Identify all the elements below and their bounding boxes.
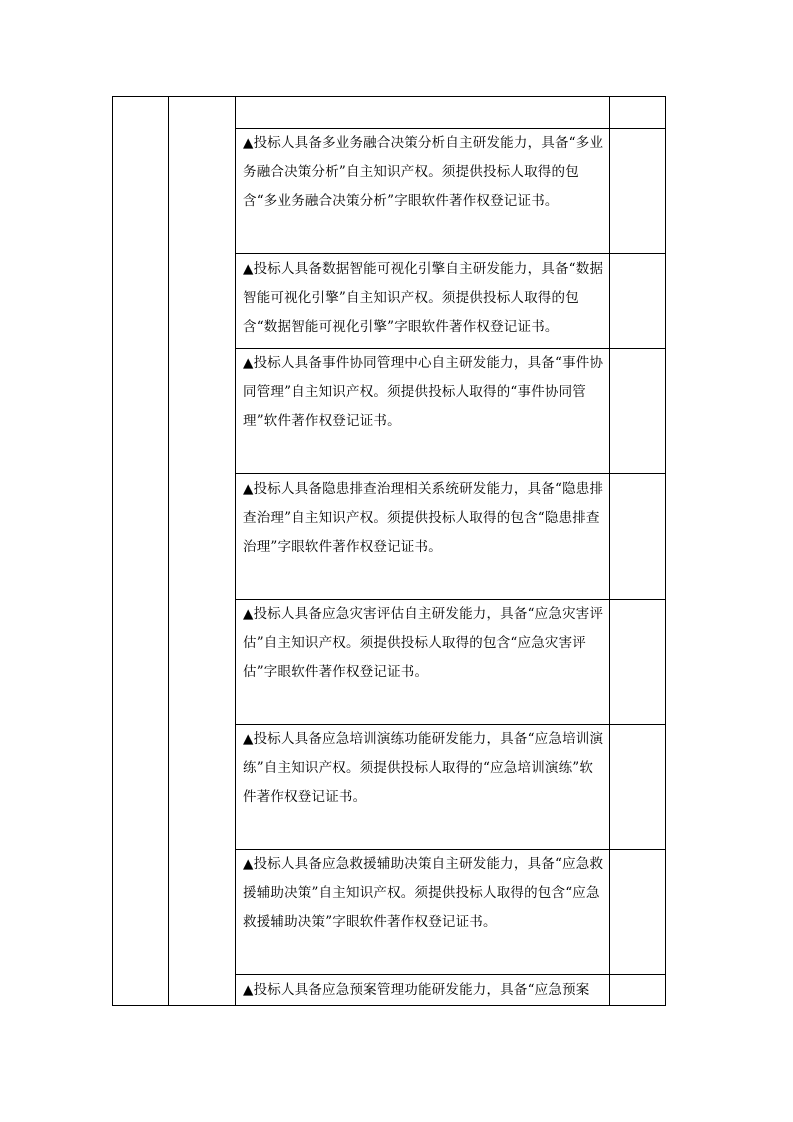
requirement-cell-1: ▲投标人具备多业务融合决策分析自主研发能力，具备“多业务融合决策分析”自主知识产权。须提供投标人取得的包含“多业务融合决策分析”字眼软件著作权登记证书。 — [243, 135, 604, 209]
table-bottom-border — [112, 1005, 666, 1006]
row-separator — [235, 974, 666, 975]
column-divider-2 — [235, 96, 236, 1006]
requirement-cell-5: ▲投标人具备应急灾害评估自主研发能力，具备“应急灾害评估”自主知识产权。须提供投标人取得的包含“应急灾害评估”字眼软件著作权登记证书。 — [243, 606, 604, 680]
requirement-cell-7: ▲投标人具备应急救援辅助决策自主研发能力，具备“应急救援辅助决策”自主知识产权。须提供投标人取得的包含“应急救援辅助决策”字眼软件著作权登记证书。 — [243, 856, 604, 930]
requirement-cell-2: ▲投标人具备数据智能可视化引擎自主研发能力，具备“数据智能可视化引擎”自主知识产权。须提供投标人取得的包含“数据智能可视化引擎”字眼软件著作权登记证书。 — [243, 261, 604, 335]
table-right-border — [665, 96, 666, 1006]
requirement-cell-6: ▲投标人具备应急培训演练功能研发能力，具备“应急培训演练”自主知识产权。须提供投标人取得的“应急培训演练”软件著作权登记证书。 — [243, 731, 604, 805]
row-separator — [235, 253, 666, 254]
column-divider-1 — [168, 96, 169, 1006]
requirement-cell-3: ▲投标人具备事件协同管理中心自主研发能力，具备“事件协同管理”自主知识产权。须提供投标人取得的“事件协同管理”软件著作权登记证书。 — [243, 355, 604, 429]
column-divider-3 — [609, 96, 610, 1006]
row-separator — [235, 473, 666, 474]
table-left-border — [112, 96, 113, 1006]
table-top-border — [112, 96, 666, 97]
requirement-cell-4: ▲投标人具备隐患排查治理相关系统研发能力，具备“隐患排查治理”自主知识产权。须提供投标人取得的包含“隐患排查治理”字眼软件著作权登记证书。 — [243, 481, 604, 555]
requirement-cell-8: ▲投标人具备应急预案管理功能研发能力，具备“应急预案 — [243, 982, 590, 998]
